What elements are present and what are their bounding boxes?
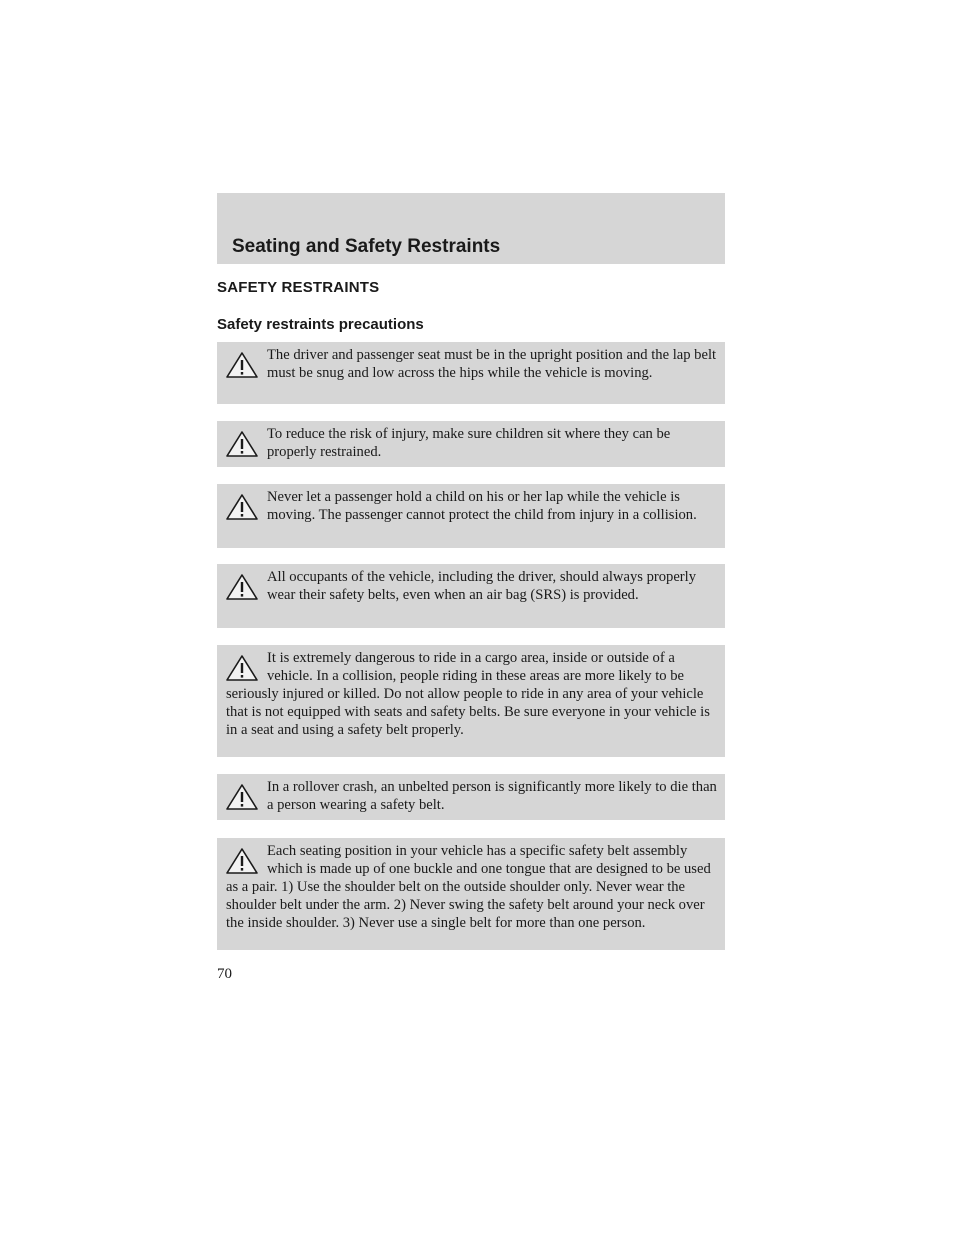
warning-box-2 — [217, 421, 725, 467]
warning-triangle-icon — [226, 431, 260, 457]
warning-triangle-icon — [226, 784, 260, 810]
warning-text: All occupants of the vehicle, including the driver, should always properly wear their safety belts, even when an air bag (SRS) is provided. — [267, 569, 697, 603]
page-number: 70 — [217, 966, 232, 982]
warning-triangle-icon — [226, 494, 260, 520]
warning-text: It is extremely dangerous to ride in a cargo area, inside or outside of a vehicle. In a collision, people riding in these areas are more likely to be seriously injured or killed. Do not allow people to ride in any area of your vehicle that is not equipped with seats and safety belts. Be sure everyone in your vehicle is in a seat and using a safety belt properly. — [226, 650, 710, 738]
warning-text: The driver and passenger seat must be in the upright position and the lap belt must be snug and low across the hips while the vehicle is moving. — [267, 347, 717, 381]
chapter-title: Seating and Safety Restraints — [232, 236, 501, 257]
warning-text: Each seating position in your vehicle has a specific safety belt assembly which is made up of one buckle and one tongue that are designed to be used as a pair. 1) Use the shoulder belt on the outside shoulder only. Never wear the shoulder belt under the arm. 2) Never swing the safety belt around your neck over the inside shoulder. 3) Never use a single belt for more than one person. — [226, 843, 711, 931]
warning-triangle-icon — [226, 655, 260, 681]
warning-text: In a rollover crash, an unbelted person is significantly more likely to die than a person wearing a safety belt. — [267, 779, 717, 813]
chapter-header-band — [217, 193, 725, 264]
warning-triangle-icon — [226, 848, 260, 874]
warning-triangle-icon — [226, 574, 260, 600]
sub-heading: Safety restraints precautions — [217, 316, 424, 333]
warning-text: Never let a passenger hold a child on his or her lap while the vehicle is moving. The passenger cannot protect the child from injury in a collision. — [267, 489, 697, 523]
warning-box-1 — [217, 342, 725, 404]
warning-text: To reduce the risk of injury, make sure children sit where they can be properly restrained. — [267, 426, 671, 460]
warning-box-5 — [217, 645, 725, 757]
warning-triangle-icon — [226, 352, 260, 378]
warning-box-4 — [217, 564, 725, 628]
warning-box-7 — [217, 838, 725, 950]
warning-box-3 — [217, 484, 725, 548]
section-heading: SAFETY RESTRAINTS — [217, 279, 380, 296]
warning-box-6 — [217, 774, 725, 820]
